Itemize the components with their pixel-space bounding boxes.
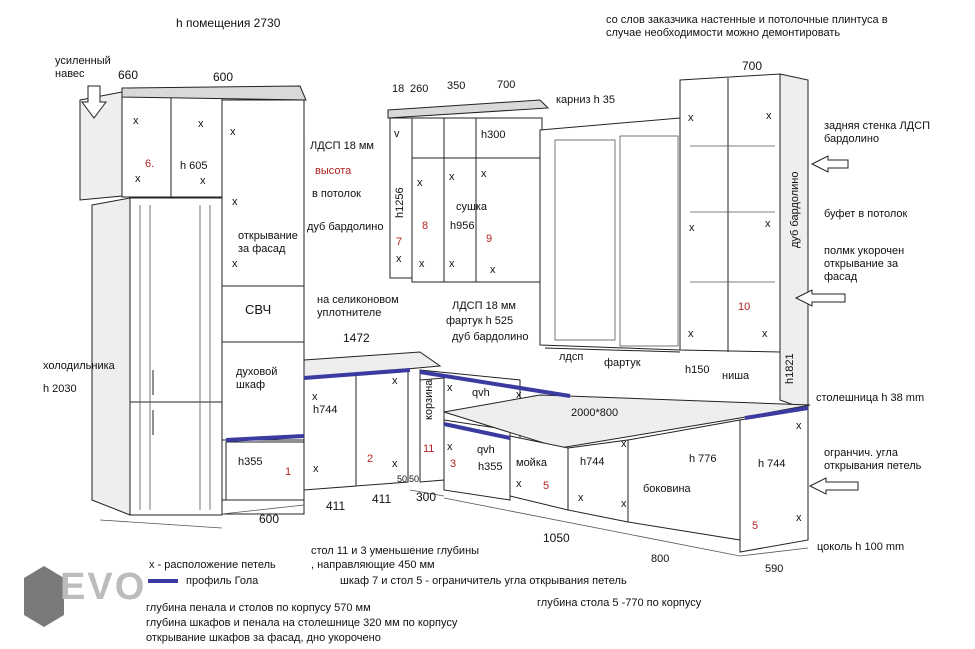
hinge-mark: x — [621, 438, 627, 450]
cabinet-10-label: 10 — [738, 301, 751, 313]
hinge-mark: x — [765, 218, 771, 230]
center-upper-cabinets — [388, 100, 548, 282]
customer-note: со слов заказчика настенные и потолочные плинтуса в случае необходимости можно демонтировать — [606, 14, 888, 39]
drying-label: сушка — [456, 201, 487, 213]
h744-left-label: h744 — [313, 404, 338, 416]
cabinet-9-label: 9 — [486, 233, 493, 245]
dim-600-bottom: 600 — [259, 512, 280, 526]
evo-logo-text: EVO — [60, 566, 147, 608]
worktop-label: столешница h 38 mm — [816, 392, 925, 404]
hinge-mark: x — [516, 478, 522, 490]
hinge-mark: x — [232, 196, 238, 208]
hinge-mark: x — [762, 328, 768, 340]
reinforced-hinge-label: усиленный навес — [55, 55, 111, 80]
depth-cabinets-note: глубина шкафов и пенала на столешнице 320 мм по корпусу — [146, 617, 458, 629]
hinge-mark: x — [313, 463, 319, 475]
hinge-mark: x — [688, 112, 694, 124]
hinge-mark: x — [481, 168, 487, 180]
depth-pencil-note: глубина пенала и столов по корпусу 570 мм — [146, 602, 371, 614]
cabinet-5a-label: 5 — [543, 480, 550, 492]
dim-700-center: 700 — [497, 79, 516, 91]
hinge-mark: x — [766, 110, 772, 122]
size-2000x800-label: 2000*800 — [571, 407, 619, 419]
h2030-label: h 2030 — [43, 383, 77, 395]
legend-gola: профиль Гола — [186, 575, 259, 587]
hinge-mark: x — [447, 382, 453, 394]
arrow-left-icon — [812, 156, 848, 172]
window — [540, 118, 680, 352]
h355-label: h355 — [478, 461, 503, 473]
h355-left-label: h355 — [238, 456, 263, 468]
basket-label: корзина — [423, 379, 435, 420]
hinge-mark: x — [396, 253, 402, 265]
hinge-mark: x — [198, 118, 204, 130]
dim-411a: 411 — [326, 499, 346, 513]
oven-label: духовой шкаф — [236, 366, 278, 391]
hinge-mark: x — [796, 512, 802, 524]
ldsp-apron-label: лдсп — [559, 351, 584, 363]
fridge-label: холодильника — [43, 360, 115, 372]
oak-label-2: дуб бардолино — [452, 331, 529, 343]
oven-column — [222, 286, 304, 514]
limiter-note: шкаф 7 и стол 5 - ограничитель угла открывания петель — [340, 575, 627, 587]
dim-50b: 50 — [409, 474, 420, 484]
hinge-mark: x — [419, 258, 425, 270]
silicone-seal-label: на селиконовом уплотнителе — [317, 294, 399, 319]
h150-label: h150 — [685, 364, 710, 376]
oak-label: дуб бардолино — [307, 221, 384, 233]
sink-label: мойка — [516, 457, 547, 469]
dim-800: 800 — [651, 553, 670, 565]
h1821-label: h1821 — [784, 353, 796, 384]
dim-660: 660 — [118, 68, 139, 82]
cornice-label: карниз h 35 — [556, 94, 616, 106]
h956-label: h956 — [450, 220, 475, 232]
ldsp-18b-label: ЛДСП 18 мм — [452, 300, 516, 312]
dim-700-right: 700 — [742, 59, 763, 73]
h1256-label: h1256 — [394, 187, 406, 218]
cabinet-8-label: 8 — [422, 220, 429, 232]
hinge-mark: x — [447, 441, 453, 453]
hinge-mark: x — [449, 171, 455, 183]
room-height-label: h помещения 2730 — [176, 16, 281, 30]
cabinet-2-label: 2 — [367, 453, 374, 465]
hinge-mark: x — [796, 420, 802, 432]
hinge-mark: x — [135, 173, 141, 185]
opening-note: открывание шкафов за фасад, дно укорочено — [146, 632, 381, 644]
dim-18: 18 — [392, 83, 405, 95]
dim-350: 350 — [447, 80, 466, 92]
hinge-mark: x — [230, 126, 236, 138]
hinge-mark: v — [394, 128, 400, 140]
opening-facade-label: открывание за фасад — [238, 230, 298, 255]
h744a-label: h744 — [580, 456, 605, 468]
oak-vertical-label: дуб бардолино — [789, 171, 801, 248]
dim-1472: 1472 — [343, 331, 370, 345]
apron-h525-label: фартук h 525 — [446, 315, 514, 327]
dim-300: 300 — [416, 490, 437, 504]
fridge-column — [92, 198, 222, 515]
dim-411b: 411 — [372, 492, 392, 506]
cabinet-11-label: 11 — [423, 443, 435, 455]
hinge-mark: x — [688, 328, 694, 340]
hinge-mark: x — [417, 177, 423, 189]
legend-hinges: x - расположение петель — [149, 559, 276, 571]
hinge-mark: x — [392, 375, 398, 387]
dim-50a: 50 — [397, 474, 408, 484]
hinge-mark: x — [232, 258, 238, 270]
hinge-mark: x — [200, 175, 206, 187]
hinge-mark: x — [392, 458, 398, 470]
ldsp-18-label: ЛДСП 18 мм — [310, 140, 374, 152]
height-label: высота — [315, 165, 352, 177]
arrow-left-icon — [810, 478, 858, 494]
dim-260: 260 — [410, 83, 429, 95]
table-note-1: стол 11 и 3 уменьшение глубины — [311, 545, 480, 557]
depth-table5-note: глубина стола 5 -770 по корпусу — [537, 597, 702, 609]
cabinet-1-label: 1 — [285, 466, 292, 478]
hinge-mark: x — [578, 492, 584, 504]
angle-limiter-label: огранчич. угла открывания петель — [824, 447, 922, 472]
to-ceiling-label: в потолок — [312, 188, 361, 200]
dim-590: 590 — [765, 563, 784, 575]
qvh-label-1: qvh — [472, 387, 490, 399]
hinge-mark: x — [490, 264, 496, 276]
h744b-label: h 744 — [758, 458, 786, 470]
hinge-mark: x — [689, 222, 695, 234]
h300-label: h300 — [481, 129, 506, 141]
dim-600-top: 600 — [213, 70, 234, 84]
shelf-shortened-label: полмк укорочен открывание за фасад — [824, 245, 905, 283]
table-note-2: , направляющие 450 мм — [311, 559, 435, 571]
side-label: боковина — [643, 483, 691, 495]
back-wall-label: задняя стенка ЛДСП бардолино — [824, 120, 930, 145]
cabinet-3-label: 3 — [450, 458, 457, 470]
h605-label: h 605 — [180, 160, 208, 172]
plinth-label: цоколь h 100 mm — [817, 541, 905, 553]
hinge-mark: x — [449, 258, 455, 270]
apron-label: фартук — [604, 357, 641, 369]
hinge-mark: x — [621, 498, 627, 510]
h776-label: h 776 — [689, 453, 717, 465]
dim-1050: 1050 — [543, 531, 570, 545]
microwave-label: СВЧ — [245, 302, 272, 317]
buffet-label: буфет в потолок — [824, 208, 908, 220]
hinge-mark: x — [516, 389, 522, 401]
hinge-mark: x — [133, 115, 139, 127]
niche-label: ниша — [722, 370, 750, 382]
cabinet-6-label: 6. — [145, 158, 155, 170]
cabinet-7-label: 7 — [396, 236, 403, 248]
hinge-mark: x — [312, 391, 318, 403]
qvh-label-2: qvh — [477, 444, 495, 456]
cabinet-5b-label: 5 — [752, 520, 759, 532]
